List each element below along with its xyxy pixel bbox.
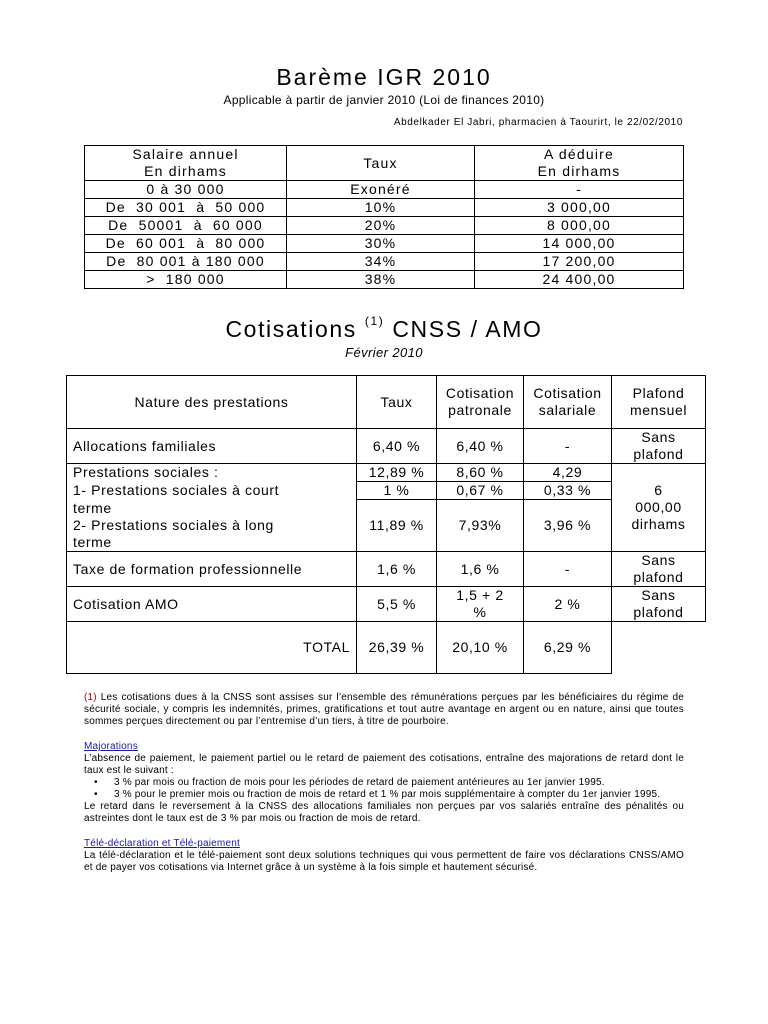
cnss-cell-taux: 11,89 % [357, 500, 437, 552]
cnss-subtitle: Février 2010 [345, 345, 423, 360]
igr-row [85, 199, 684, 217]
igr-cell-deduire: 8 000,00 [475, 217, 684, 235]
cnss-cell-plafond [612, 464, 706, 552]
igr-table [84, 145, 684, 289]
cnss-cell-plafond-line2: plafond [633, 604, 684, 620]
tele-link[interactable]: Télé-déclaration et Télé-paiement [84, 838, 240, 849]
cnss-header-plafond-line1: Plafond [632, 385, 685, 401]
cnss-cell-salariale: 4,29 [524, 464, 612, 482]
cnss-cell-plafond [612, 429, 706, 464]
cnss-header-patronale [437, 376, 524, 429]
cnss-cell-nature-line1: 1- Prestations sociales à court [73, 481, 280, 498]
igr-header-salaire-line2: En dirhams [144, 163, 227, 179]
cnss-cell-nature [67, 482, 357, 500]
bullet-icon: • [94, 789, 98, 800]
cnss-cell-patronale [437, 587, 524, 622]
cnss-cell-salariale: - [524, 552, 612, 587]
cnss-cell-salariale: - [524, 429, 612, 464]
igr-cell-taux: Exonéré [287, 181, 475, 199]
cnss-cell-nature: Prestations sociales : [67, 464, 357, 482]
cnss-cell-nature-line1: 2- Prestations sociales à long [73, 516, 274, 533]
cnss-title-prefix: Cotisations [225, 316, 357, 342]
cnss-cell-taux: 1 % [357, 482, 437, 500]
bullet-icon: • [94, 777, 98, 788]
igr-header-taux: Taux [287, 146, 475, 181]
majorations-text: L’absence de paiement, le paiement partiel ou le retard de paiement des cotisations, entraîne des majorations de retard dont le taux est le suivant : [84, 753, 684, 776]
majorations-list [84, 777, 684, 801]
igr-subtitle: Applicable à partir de janvier 2010 (Loi de finances 2010) [223, 93, 545, 107]
cnss-cell-nature: Taxe de formation professionnelle [67, 552, 357, 587]
igr-title: Barème IGR 2010 [276, 64, 492, 90]
igr-row [85, 217, 684, 235]
cnss-title-ref: (1) [364, 314, 385, 328]
list-item [94, 777, 684, 789]
cnss-cell-salariale: 3,96 % [524, 500, 612, 552]
note-ref: (1) [84, 692, 97, 703]
cnss-cell-patronale-line1: 1,5 + 2 [456, 587, 504, 603]
cnss-cell-nature-line2: terme [73, 533, 112, 550]
cnss-row-allocations [67, 429, 706, 464]
cnss-cell-plafond [612, 552, 706, 587]
cnss-cell-total-label: TOTAL [67, 622, 357, 674]
igr-cell-deduire: 24 400,00 [475, 271, 684, 289]
tele-text: La télé-déclaration et le télé-paiement sont deux solutions techniques qui vous permettent de faire vos déclarations CNSS/AMO et de payer vos cotisations via Internet grâce à un système à la fois simple et hautement sécurisé. [84, 850, 684, 873]
list-item [94, 789, 684, 801]
cnss-cell-plafond-line2: plafond [633, 569, 684, 585]
igr-cell-salaire: De 60 001 à 80 000 [85, 235, 287, 253]
cnss-cell-plafond [612, 587, 706, 622]
igr-cell-salaire: 0 à 30 000 [85, 181, 287, 199]
igr-cell-deduire: 3 000,00 [475, 199, 684, 217]
cnss-cell-patronale: 7,93% [437, 500, 524, 552]
cnss-header-nature: Nature des prestations [67, 376, 357, 429]
cnss-header-patronale-line2: patronale [448, 402, 512, 418]
igr-row [85, 271, 684, 289]
cnss-row-amo [67, 587, 706, 622]
cnss-table [66, 375, 706, 674]
cnss-header-salariale [524, 376, 612, 429]
cnss-cell-plafond-line2: 000,00 [635, 499, 682, 515]
igr-cell-salaire: > 180 000 [85, 271, 287, 289]
cnss-cell-nature-line2: terme [73, 499, 112, 516]
cnss-cell-plafond-line1: Sans [641, 429, 676, 445]
notes-section [84, 692, 684, 874]
cnss-cell-plafond-line1: 6 [654, 482, 663, 498]
cnss-row-long-terme [67, 500, 706, 552]
igr-cell-deduire: 17 200,00 [475, 253, 684, 271]
cnss-header-plafond-line2: mensuel [629, 402, 688, 418]
bullet-text: 3 % pour le premier mois ou fraction de mois de retard et 1 % par mois supplémentaire à compter du 1er janvier 1995. [114, 789, 661, 800]
cnss-row-prestations [67, 464, 706, 482]
cnss-header-patronale-line1: Cotisation [445, 385, 515, 401]
igr-cell-deduire: 14 000,00 [475, 235, 684, 253]
retard-text: Le retard dans le reversement à la CNSS des allocations familiales non perçues par vos salariés entraîne des pénalités ou astreintes dont le taux est de 3 % par mois ou fraction de mois de retard. [84, 801, 684, 824]
igr-header-row [85, 146, 684, 181]
cnss-cell-patronale: 0,67 % [437, 482, 524, 500]
igr-cell-deduire: - [475, 181, 684, 199]
igr-row [85, 235, 684, 253]
igr-header-deduire [475, 146, 684, 181]
majorations-link[interactable]: Majorations [84, 741, 138, 752]
cnss-row-formation [67, 552, 706, 587]
cnss-header-salariale-line2: salariale [538, 402, 597, 418]
note-1-text: Les cotisations dues à la CNSS sont assises sur l’ensemble des rémunérations perçues par les bénéficiaires du régime de sécurité sociale, y compris les indemnités, primes, gratifications et tout autre avantage en argent ou en nature, ainsi que toutes sommes perçues directement ou par l’entremise d’un tiers, à titre de pourboire. [84, 692, 684, 727]
cnss-cell-nature [67, 500, 357, 552]
cnss-header-plafond [612, 376, 706, 429]
cnss-cell-salariale: 2 % [524, 587, 612, 622]
cnss-cell-nature: Allocations familiales [67, 429, 357, 464]
igr-cell-salaire: De 30 001 à 50 000 [85, 199, 287, 217]
cnss-cell-taux: 12,89 % [357, 464, 437, 482]
cnss-cell-patronale-line2: % [473, 604, 487, 620]
igr-cell-taux: 34% [287, 253, 475, 271]
igr-cell-taux: 30% [287, 235, 475, 253]
igr-cell-salaire: De 50001 à 60 000 [85, 217, 287, 235]
igr-row [85, 181, 684, 199]
cnss-cell-plafond-line3: dirhams [631, 516, 686, 532]
igr-cell-salaire: De 80 001 à 180 000 [85, 253, 287, 271]
cnss-title [0, 316, 768, 343]
author-line: Abdelkader El Jabri, pharmacien à Taourirt, le 22/02/2010 [393, 117, 683, 128]
cnss-cell-taux: 26,39 % [357, 622, 437, 674]
cnss-cell-plafond-line1: Sans [641, 587, 676, 603]
cnss-cell-taux: 1,6 % [357, 552, 437, 587]
igr-row [85, 253, 684, 271]
igr-cell-taux: 10% [287, 199, 475, 217]
igr-header-deduire-line2: En dirhams [537, 163, 621, 179]
igr-cell-taux: 20% [287, 217, 475, 235]
bullet-text: 3 % par mois ou fraction de mois pour les périodes de retard de paiement antérieures au 1er janvier 1995. [114, 777, 605, 788]
cnss-cell-salariale: 6,29 % [524, 622, 612, 674]
cnss-header-taux: Taux [357, 376, 437, 429]
cnss-header-row [67, 376, 706, 429]
cnss-cell-patronale: 20,10 % [437, 622, 524, 674]
cnss-cell-patronale: 8,60 % [437, 464, 524, 482]
cnss-cell-taux: 5,5 % [357, 587, 437, 622]
cnss-cell-plafond-line2: plafond [633, 446, 684, 462]
cnss-cell-patronale: 6,40 % [437, 429, 524, 464]
cnss-cell-plafond-line1: Sans [641, 552, 676, 568]
note-1 [84, 692, 684, 728]
cnss-header-salariale-line1: Cotisation [533, 385, 602, 401]
igr-header-salaire-line1: Salaire annuel [132, 146, 239, 162]
cnss-title-suffix: CNSS / AMO [392, 316, 543, 342]
cnss-cell-salariale: 0,33 % [524, 482, 612, 500]
cnss-row-total [67, 622, 706, 674]
igr-header-salaire [85, 146, 287, 181]
cnss-cell-nature: Cotisation AMO [67, 587, 357, 622]
cnss-row-court-terme [67, 482, 706, 500]
cnss-cell-taux: 6,40 % [357, 429, 437, 464]
igr-header-deduire-line1: A déduire [544, 146, 614, 162]
igr-cell-taux: 38% [287, 271, 475, 289]
cnss-cell-patronale: 1,6 % [437, 552, 524, 587]
cnss-cell-empty [612, 622, 706, 674]
